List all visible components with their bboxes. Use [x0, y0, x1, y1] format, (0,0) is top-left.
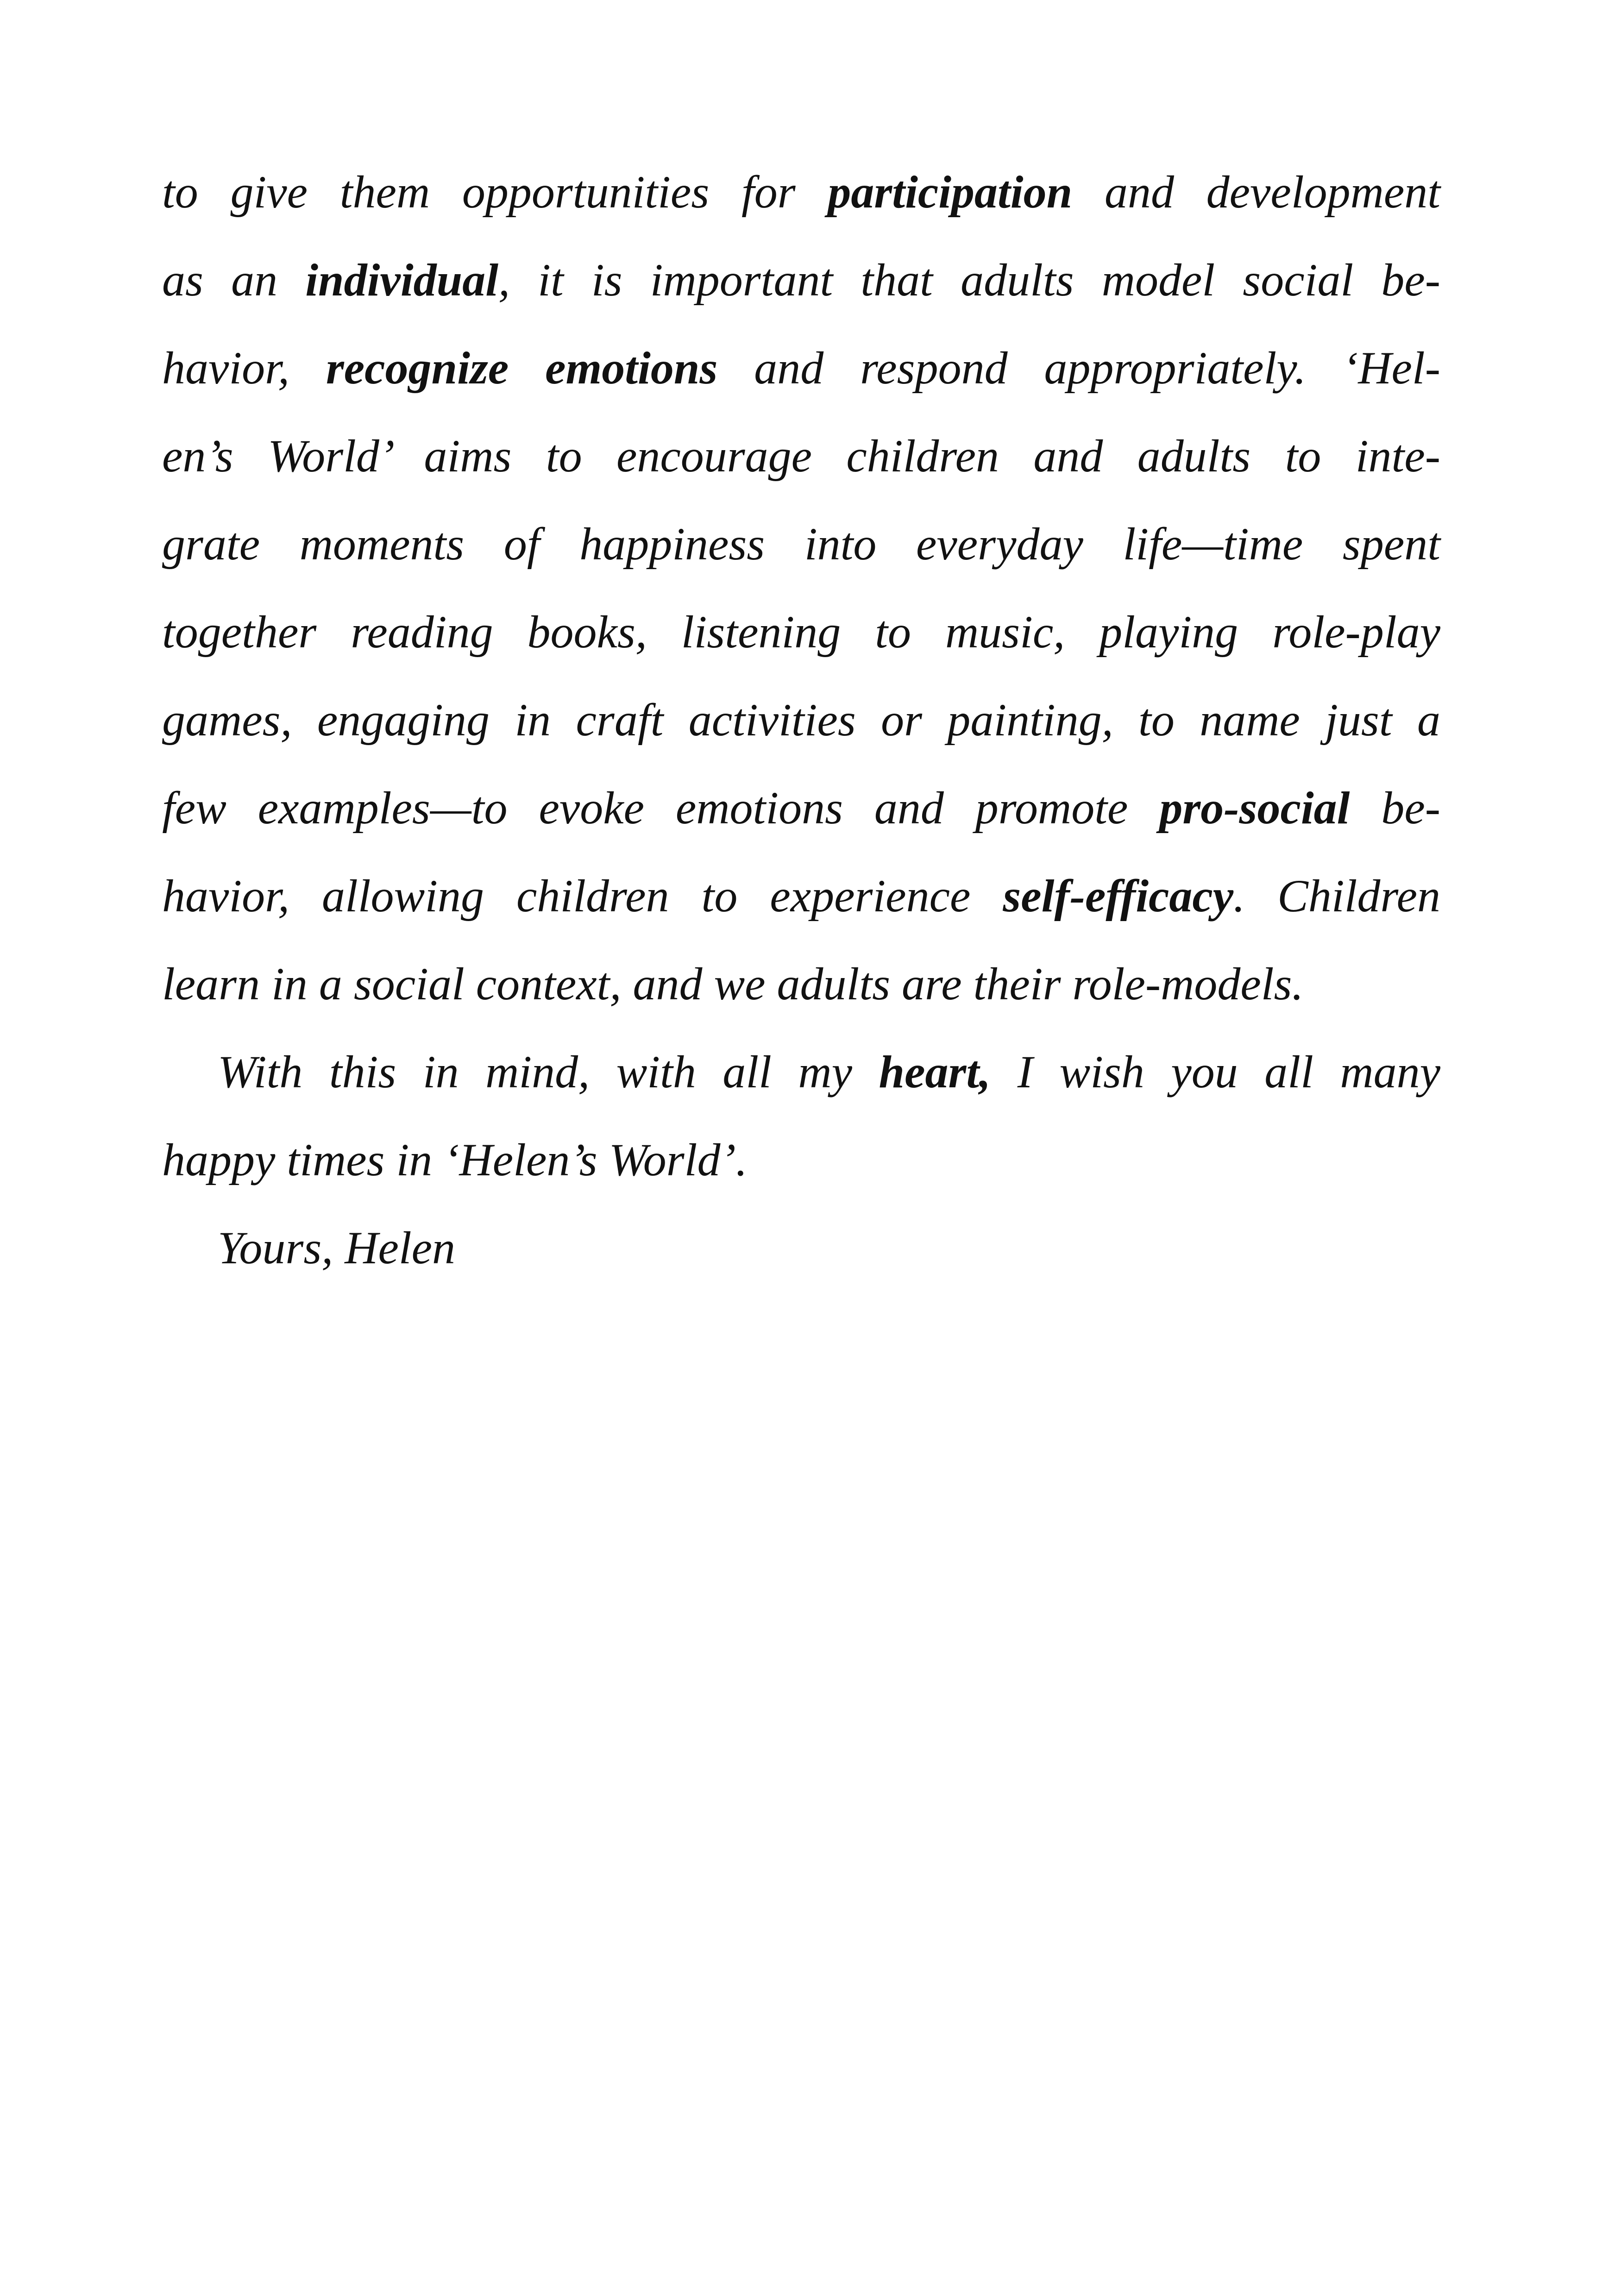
text-line: [162, 676, 1440, 764]
bold-term: pro-social: [1159, 782, 1350, 834]
text-run: havior,: [162, 342, 326, 394]
text-run: . Children: [1233, 870, 1441, 922]
text-line: [162, 588, 1440, 676]
text-run: With this in mind, with all my: [218, 1046, 879, 1098]
text-line: [162, 1204, 1440, 1292]
text-run: together reading books, listening to music, playing role-play: [162, 606, 1440, 658]
text-run: and development: [1072, 166, 1440, 218]
text-run: I wish you all many: [991, 1046, 1440, 1098]
text-run: happy times in ‘Helen’s World’.: [162, 1134, 748, 1186]
text-line: [162, 852, 1440, 940]
bold-term: heart,: [879, 1046, 991, 1098]
text-line: [162, 940, 1440, 1028]
bold-term: participation: [828, 166, 1073, 218]
text-run: en’s World’ aims to encourage children and adults to inte-: [162, 430, 1440, 482]
text-line: [162, 764, 1440, 852]
bold-term: individual: [305, 254, 498, 306]
text-run: havior, allowing children to experience: [162, 870, 1003, 922]
text-run: games, engaging in craft activities or painting, to name just a: [162, 694, 1440, 746]
text-line: [162, 500, 1440, 588]
text-run: few examples—to evoke emotions and promote: [162, 782, 1160, 834]
text-line: [162, 1028, 1440, 1116]
text-run: be-: [1350, 782, 1441, 834]
text-line: [162, 324, 1440, 412]
bold-term: self-efficacy: [1003, 870, 1234, 922]
text-line: [162, 148, 1440, 236]
text-run: learn in a social context, and we adults are their role-models.: [162, 958, 1304, 1010]
text-line: [162, 236, 1440, 324]
text-run: grate moments of happiness into everyday life—time spent: [162, 518, 1440, 570]
text-run: , it is important that adults model social be-: [498, 254, 1441, 306]
text-run: to give them opportunities for: [162, 166, 828, 218]
body-text: [162, 148, 1440, 1292]
text-run: and respond appropriately. ‘Hel-: [717, 342, 1441, 394]
text-line: [162, 412, 1440, 500]
bold-term: recognize emotions: [326, 342, 718, 394]
text-run: as an: [162, 254, 306, 306]
text-line: [162, 1116, 1440, 1204]
text-run: Yours, Helen: [218, 1222, 456, 1273]
